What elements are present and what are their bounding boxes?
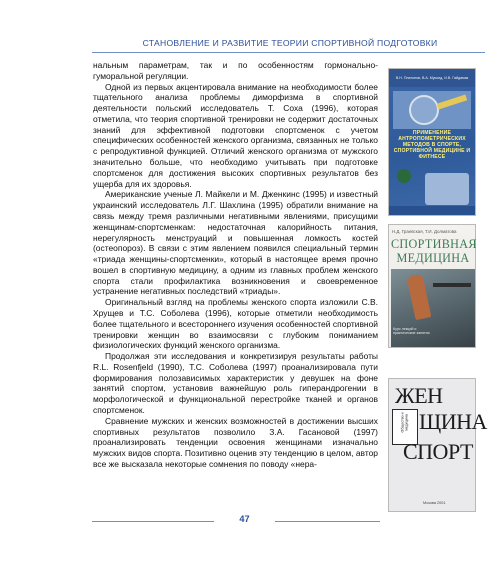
cover-label-text: Общество и медицина — [400, 412, 409, 433]
book-authors: Н.Д. Граевская, Т.И. Долматова — [392, 229, 457, 234]
book-publisher-line: Москва 2001 — [423, 501, 446, 505]
book-title-line: СПОРТ — [403, 439, 473, 464]
paragraph: Сравнение мужских и женских возможностей в достижении высших спортивных результатов позволило З.А. Гасановой (1997) проанализировать тенденции освоения женщинами изначально мужских видов спорта. Позитивно оценив эту тенденцию в целом, автор все же высказала некоторые сомнения по поводу «нера- — [93, 415, 378, 469]
book-cover-anthropometry — [388, 68, 476, 216]
book-cover-woman-and-sport — [388, 378, 487, 512]
apple-icon — [397, 169, 411, 183]
cover-author-strip — [389, 69, 475, 87]
dial-gauge-icon — [409, 95, 439, 125]
main-text-column — [93, 60, 378, 470]
paragraph: нальным параметрам, так и по особенностям гормонально-гуморальной регуляции. — [93, 60, 378, 81]
cover-footer-band — [389, 206, 475, 215]
book-cover-sports-medicine — [388, 224, 476, 348]
book-title-line: МЕДИЦИНА — [396, 251, 470, 265]
paragraph: Американские ученые Л. Майкели и М. Дженкинс (1995) и известный украинский исследователь Л.Г. Шахлина (1995) обратили внимание на связь между тремя различными негативными явлениями, присущими женщинам-спортсменкам: недостаточная калорийность питания, нерегулярность менструаций и повышенная ломкость костей (остеопороз). В связи с этим явлением появился специальный термин «триада женщины-спортсменки», который в настоящее время прочно вошел в спортивную медицину, а одним из главных проблем женского спорта стали профилактика возникновения и своевременное устранение негативных последствий «триады». — [93, 189, 378, 297]
page-number: 47 — [239, 514, 250, 524]
footer-rule — [275, 521, 380, 522]
paragraph: Оригинальный взгляд на проблемы женского спорта изложили С.В. Хрущев и Т.С. Соболева (1996), которые отметили необходимость более тщательного и всестороннего изучения особенностей спортивной тренировки женщин во взаимосвязи с глубоким пониманием физиологических функций женского организма. — [93, 297, 378, 351]
footer-rule — [92, 521, 214, 522]
book-authors: В.Н. Платонов, В.А. Мукоид, И.В. Гайдамак — [395, 76, 469, 80]
paragraph: Одной из первых акцентировала внимание на необходимости более тщательного анализа проблемы диморфизма в спортивной деятельности польский исследователь Т. Соха (1996), которая отметила, что теория спортивной тренировки не содержит достаточных знаний для эффективной подготовки спортсменок с учетом специфических особенностей женского организма, связанных не только с репродуктивной функцией. Отличий женского организма от мужского значительно больше, что необходимо учитывать при подготовке спортсменок для достижения высоких спортивных результатов без ущерба для их здоровья. — [93, 81, 378, 189]
gym-bar-icon — [433, 283, 471, 287]
book-title-line: ЖЕН — [395, 383, 443, 408]
book-title: ПРИМЕНЕНИЕ АНТРОПОМЕТРИЧЕСКИХ МЕТОДОВ В СПОРТЕ, СПОРТИВНОЙ МЕДИЦИНЕ И ФИТНЕСЕ — [393, 130, 471, 160]
paragraph: Продолжая эти исследования и конкретизируя результаты работы R.L. Rosenfjeld (1990), Т.С. Соболева (1997) проанализировала пути формирования полозависимых характеристик у девушек на фоне занятий спортом, установив важнейшую роль гиперандрогении в морфологической и функциональной перестройке тканей и органов спортсменок. — [93, 351, 378, 415]
book-title-line: ЩИНА — [419, 409, 487, 434]
book-title-line: СПОРТИВНАЯ — [391, 237, 477, 251]
running-head: СТАНОВЛЕНИЕ И РАЗВИТИЕ ТЕОРИИ СПОРТИВНОЙ ПОДГОТОВКИ — [142, 38, 438, 48]
scale-icon — [425, 173, 469, 205]
book-subtitle: Курс лекций и практические занятия — [393, 327, 430, 336]
header-rule — [92, 52, 485, 53]
